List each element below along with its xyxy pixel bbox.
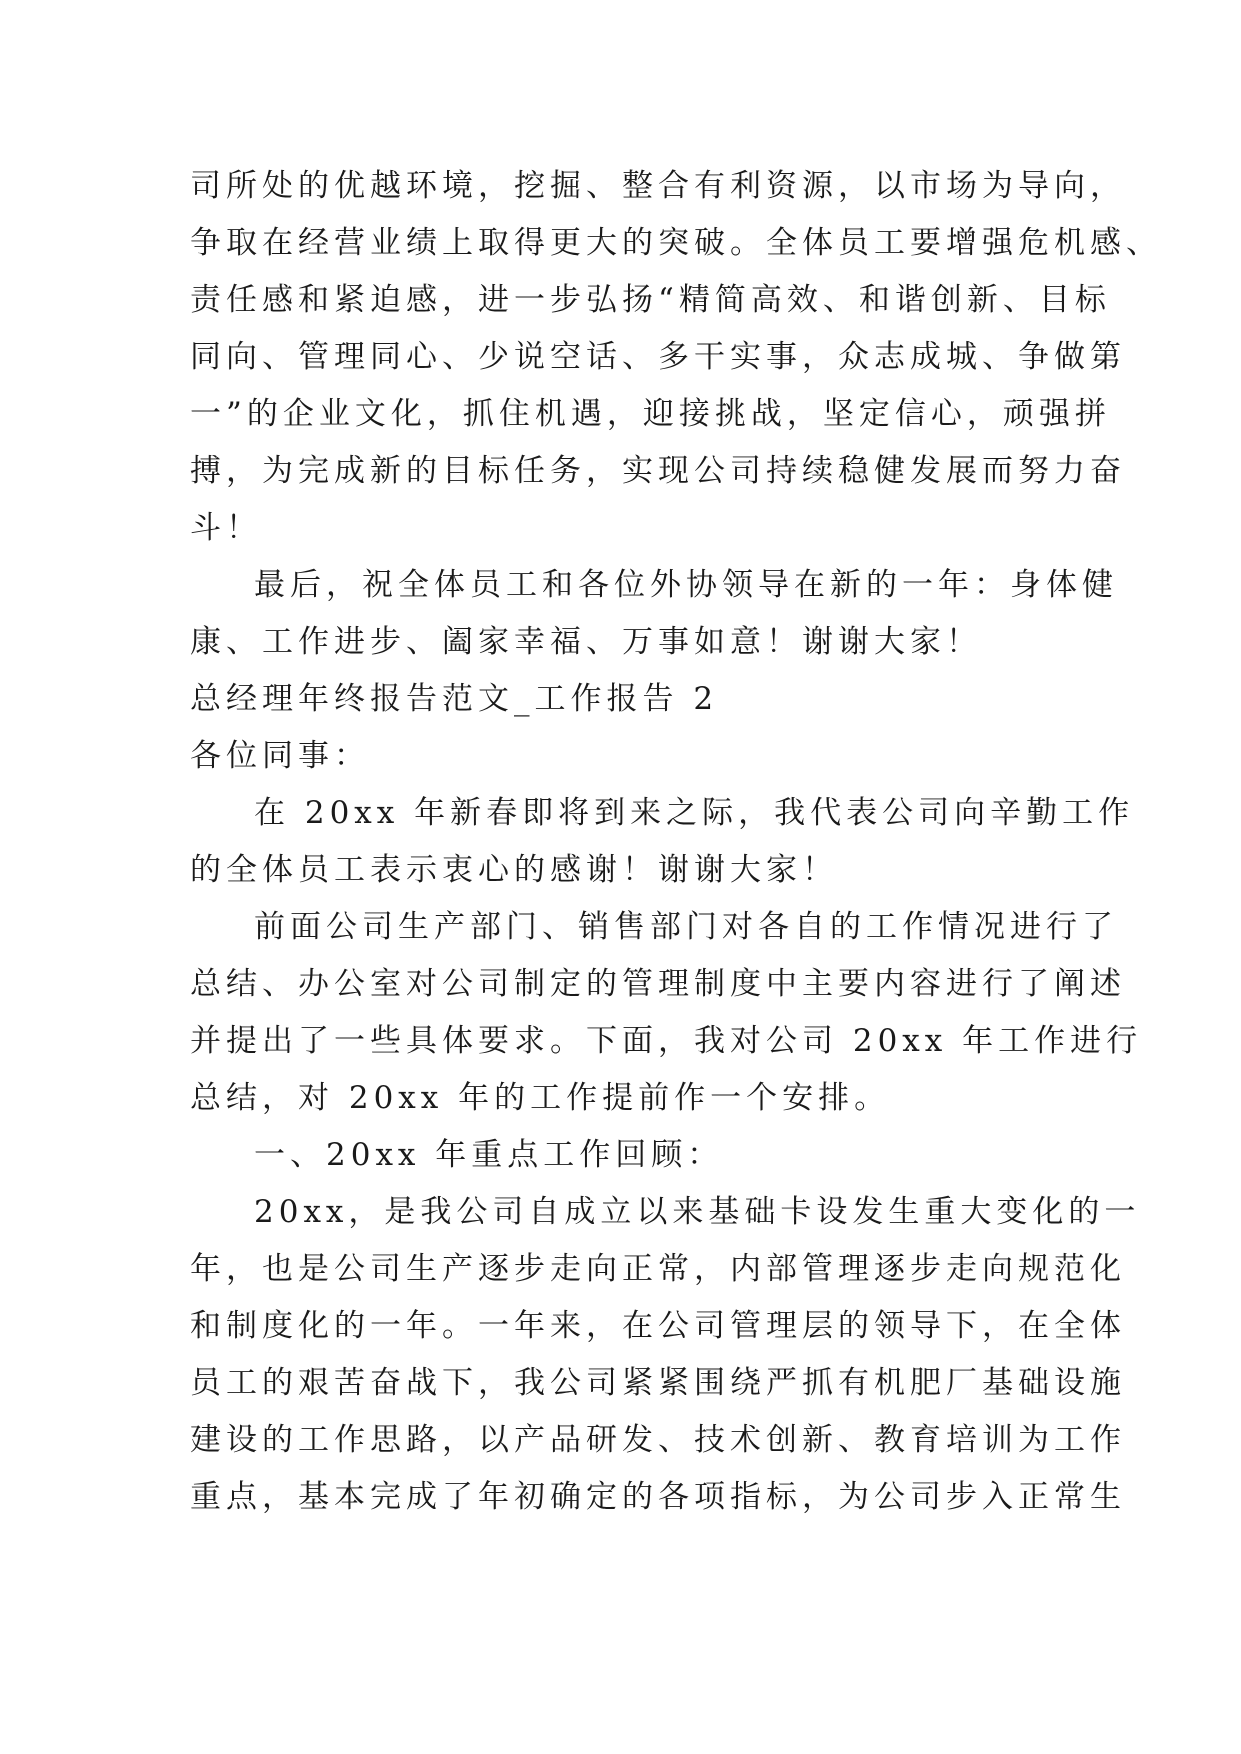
paragraph-line: 斗！ xyxy=(190,510,262,546)
paragraph-line: 20xx，是我公司自成立以来基础卡设发生重大变化的一 xyxy=(254,1194,1141,1230)
paragraph-line: 争取在经营业绩上取得更大的突破。全体员工要增强危机感、 xyxy=(190,225,1162,261)
salutation: 各位同事： xyxy=(190,738,370,774)
paragraph-line: 员工的艰苦奋战下，我公司紧紧围绕严抓有机肥厂基础设施 xyxy=(190,1365,1126,1401)
paragraph-line: 的全体员工表示衷心的感谢！谢谢大家！ xyxy=(190,852,838,888)
paragraph-line: 建设的工作思路，以产品研发、技术创新、教育培训为工作 xyxy=(190,1422,1126,1458)
paragraph-line: 前面公司生产部门、销售部门对各自的工作情况进行了 xyxy=(254,909,1118,945)
paragraph-line: 同向、管理同心、少说空话、多干实事，众志成城、争做第 xyxy=(190,339,1126,375)
paragraph-line: 一”的企业文化，抓住机遇，迎接挑战，坚定信心，顽强拼 xyxy=(190,396,1111,432)
paragraph-line: 责任感和紧迫感，进一步弘扬“精简高效、和谐创新、目标 xyxy=(190,282,1111,318)
paragraph-line: 最后，祝全体员工和各位外协领导在新的一年：身体健 xyxy=(254,567,1118,603)
paragraph-line: 总结，对 20xx 年的工作提前作一个安排。 xyxy=(190,1080,891,1116)
paragraph-line: 并提出了一些具体要求。下面，我对公司 20xx 年工作进行 xyxy=(190,1023,1143,1059)
section-title: 总经理年终报告范文_工作报告 2 xyxy=(190,681,719,717)
paragraph-line: 康、工作进步、阖家幸福、万事如意！谢谢大家！ xyxy=(190,624,982,660)
paragraph-line: 和制度化的一年。一年来，在公司管理层的领导下，在全体 xyxy=(190,1308,1126,1344)
paragraph-line: 司所处的优越环境，挖掘、整合有利资源，以市场为导向， xyxy=(190,168,1126,204)
paragraph-line: 年，也是公司生产逐步走向正常，内部管理逐步走向规范化 xyxy=(190,1251,1126,1287)
paragraph-line: 搏，为完成新的目标任务，实现公司持续稳健发展而努力奋 xyxy=(190,453,1126,489)
paragraph-line: 重点，基本完成了年初确定的各项指标，为公司步入正常生 xyxy=(190,1479,1126,1515)
subsection-heading: 一、20xx 年重点工作回顾： xyxy=(254,1137,724,1173)
paragraph-line: 总结、办公室对公司制定的管理制度中主要内容进行了阐述 xyxy=(190,966,1126,1002)
paragraph-line: 在 20xx 年新春即将到来之际，我代表公司向辛勤工作 xyxy=(254,795,1135,831)
